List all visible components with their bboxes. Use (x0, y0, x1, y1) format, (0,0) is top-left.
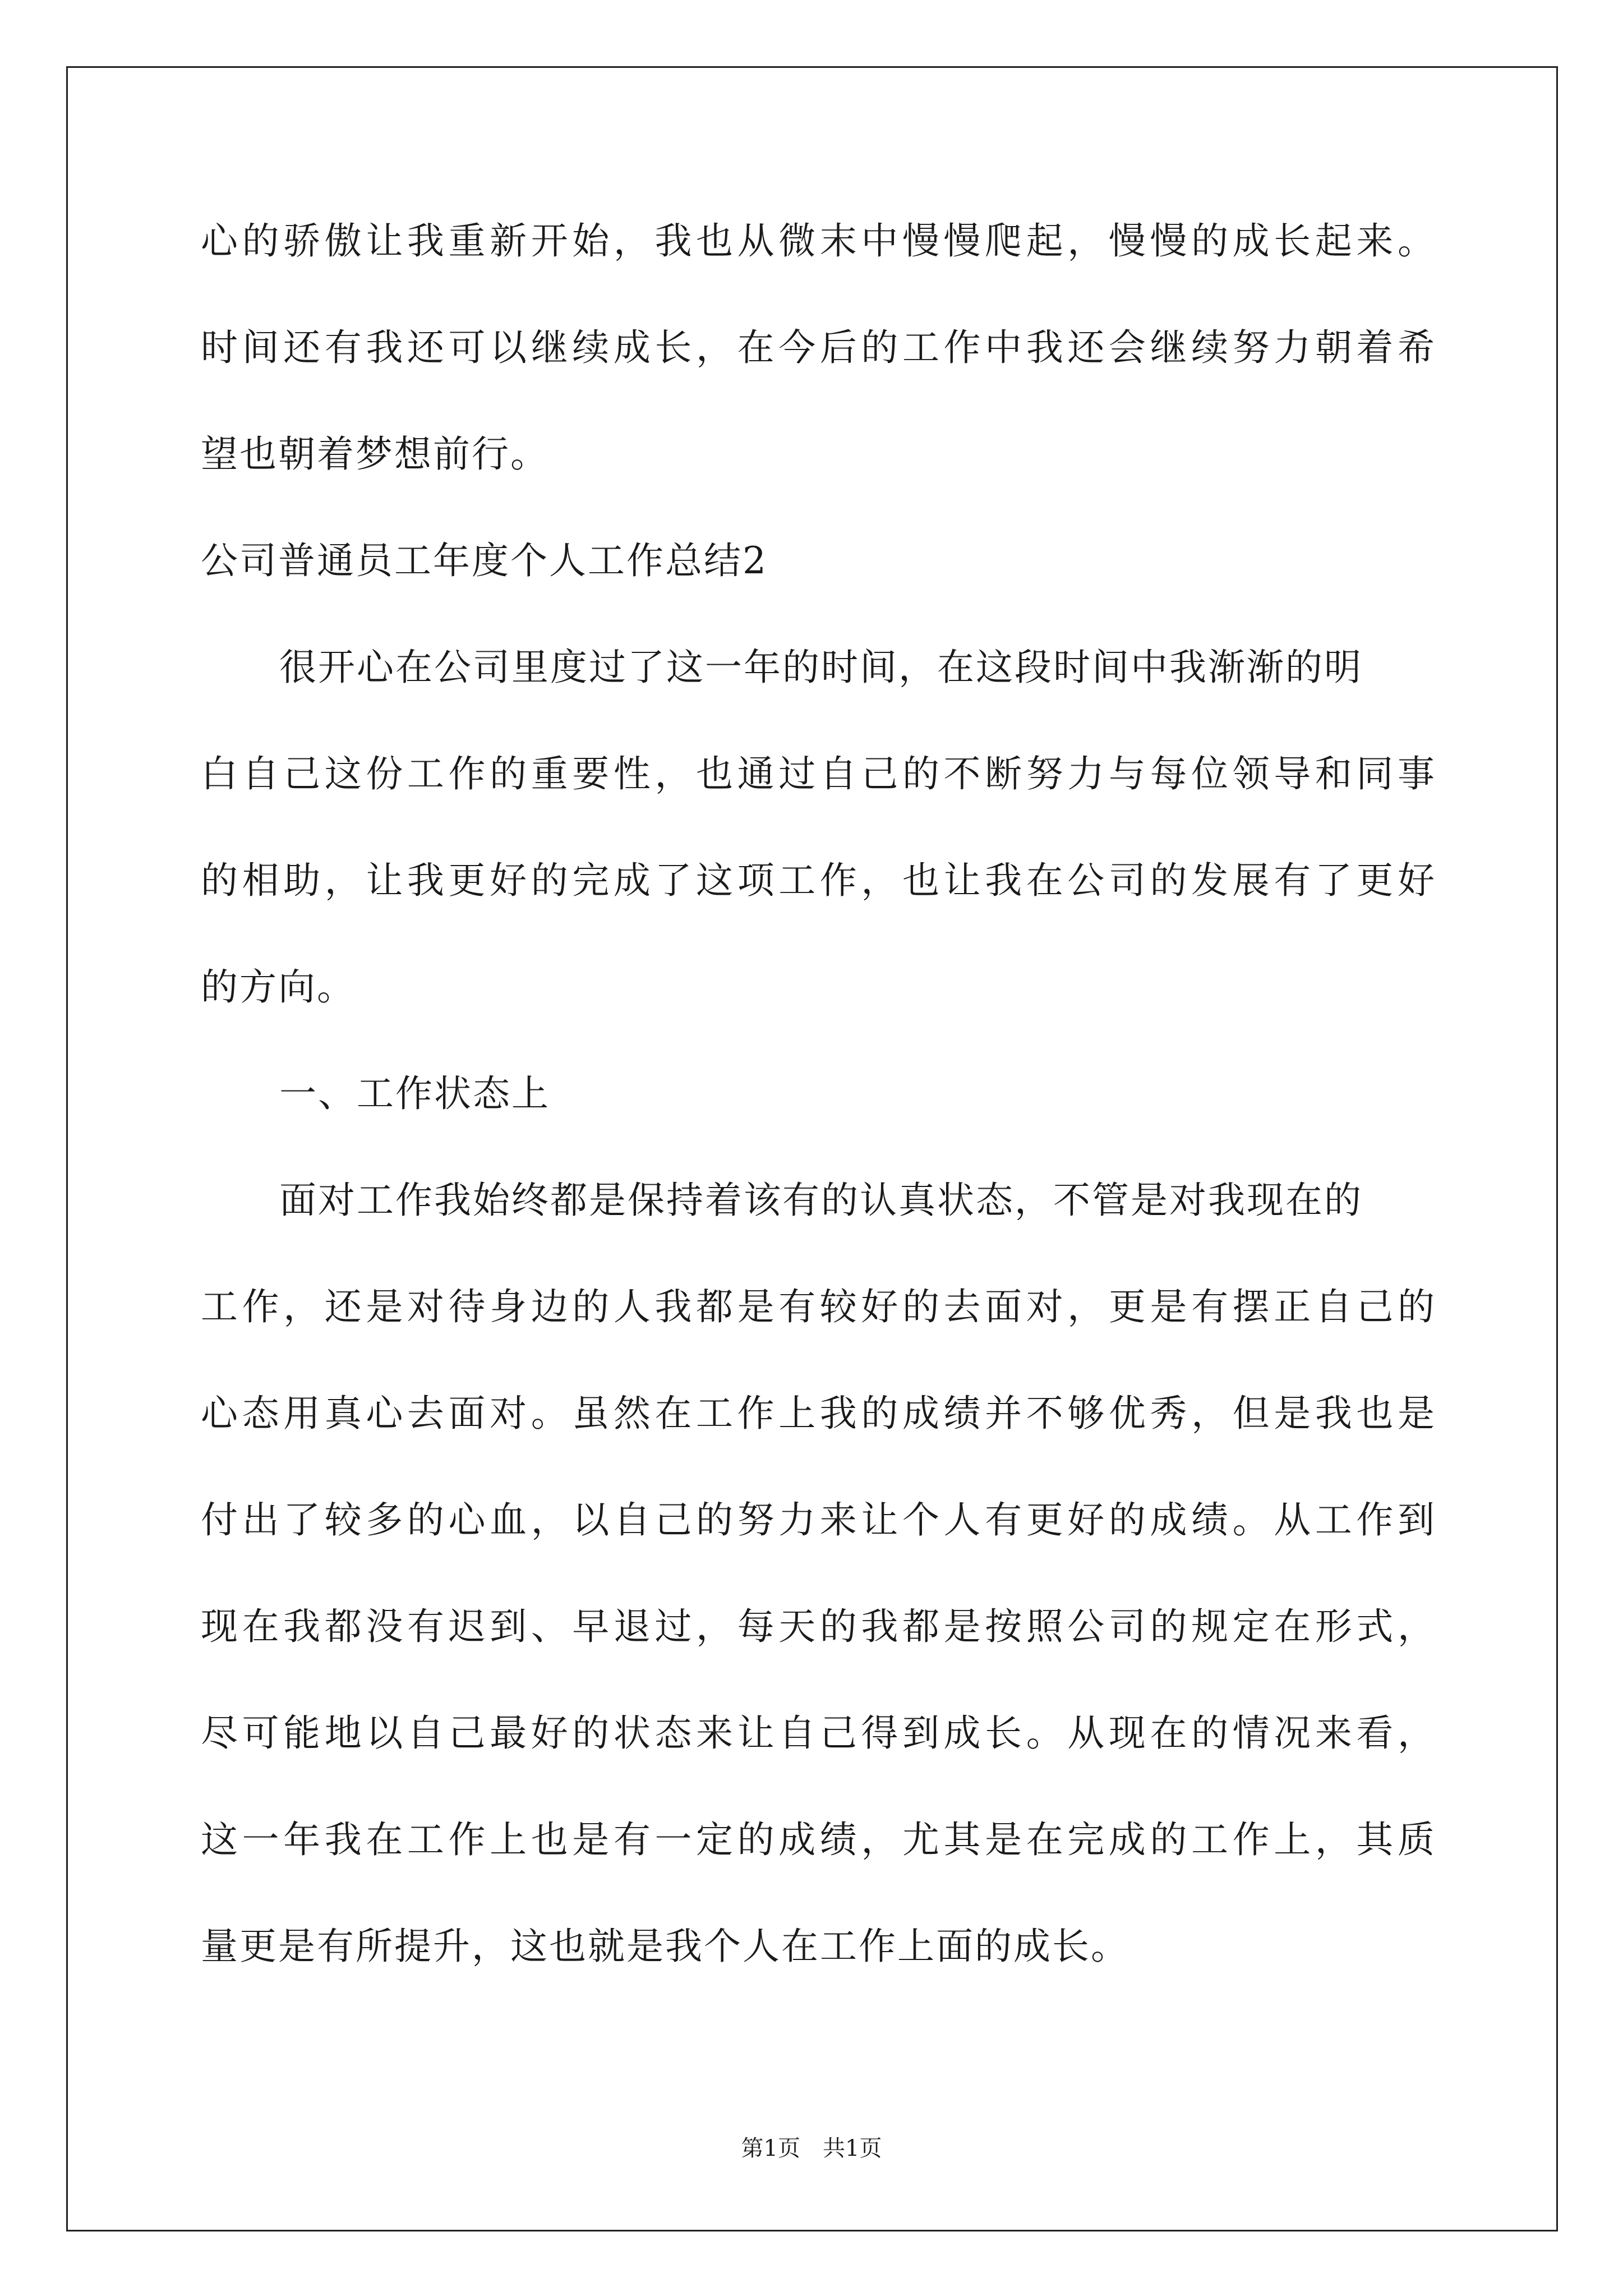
body-text-line: 量更是有所提升，这也就是我个人在工作上面的成长。 (201, 1925, 1129, 1968)
body-text-line: 的相助，让我更好的完成了这项工作，也让我在公司的发展有了更好 (201, 859, 1435, 902)
body-text-line: 心态用真心去面对。虽然在工作上我的成绩并不够优秀，但是我也是 (201, 1392, 1435, 1435)
body-text-line: 尽可能地以自己最好的状态来让自己得到成长。从现在的情况来看， (201, 1711, 1435, 1755)
section-title: 公司普通员工年度个人工作总结2 (201, 539, 768, 582)
body-text-line: 心的骄傲让我重新开始，我也从微末中慢慢爬起，慢慢的成长起来。 (201, 219, 1435, 263)
paragraph-first-line: 面对工作我始终都是保持着该有的认真状态，不管是对我现在的 (279, 1179, 1363, 1222)
subsection-heading: 一、工作状态上 (279, 1072, 550, 1115)
body-text-line: 时间还有我还可以继续成长，在今后的工作中我还会继续努力朝着希 (201, 326, 1435, 369)
body-text-line: 望也朝着梦想前行。 (201, 432, 549, 476)
body-text-line: 白自己这份工作的重要性，也通过自己的不断努力与每位领导和同事 (201, 752, 1435, 795)
page-border (66, 66, 1558, 2231)
body-text-line: 工作，还是对待身边的人我都是有较好的去面对，更是有摆正自己的 (201, 1285, 1435, 1328)
body-text-line: 这一年我在工作上也是有一定的成绩，尤其是在完成的工作上，其质 (201, 1818, 1435, 1861)
paragraph-first-line: 很开心在公司里度过了这一年的时间，在这段时间中我渐渐的明 (279, 646, 1363, 689)
body-text-line: 的方向。 (201, 965, 356, 1009)
body-text-line: 现在我都没有迟到、早退过，每天的我都是按照公司的规定在形式， (201, 1605, 1435, 1648)
page-footer: 第1页 共1页 (741, 2136, 882, 2161)
body-text-line: 付出了较多的心血，以自己的努力来让个人有更好的成绩。从工作到 (201, 1498, 1435, 1542)
